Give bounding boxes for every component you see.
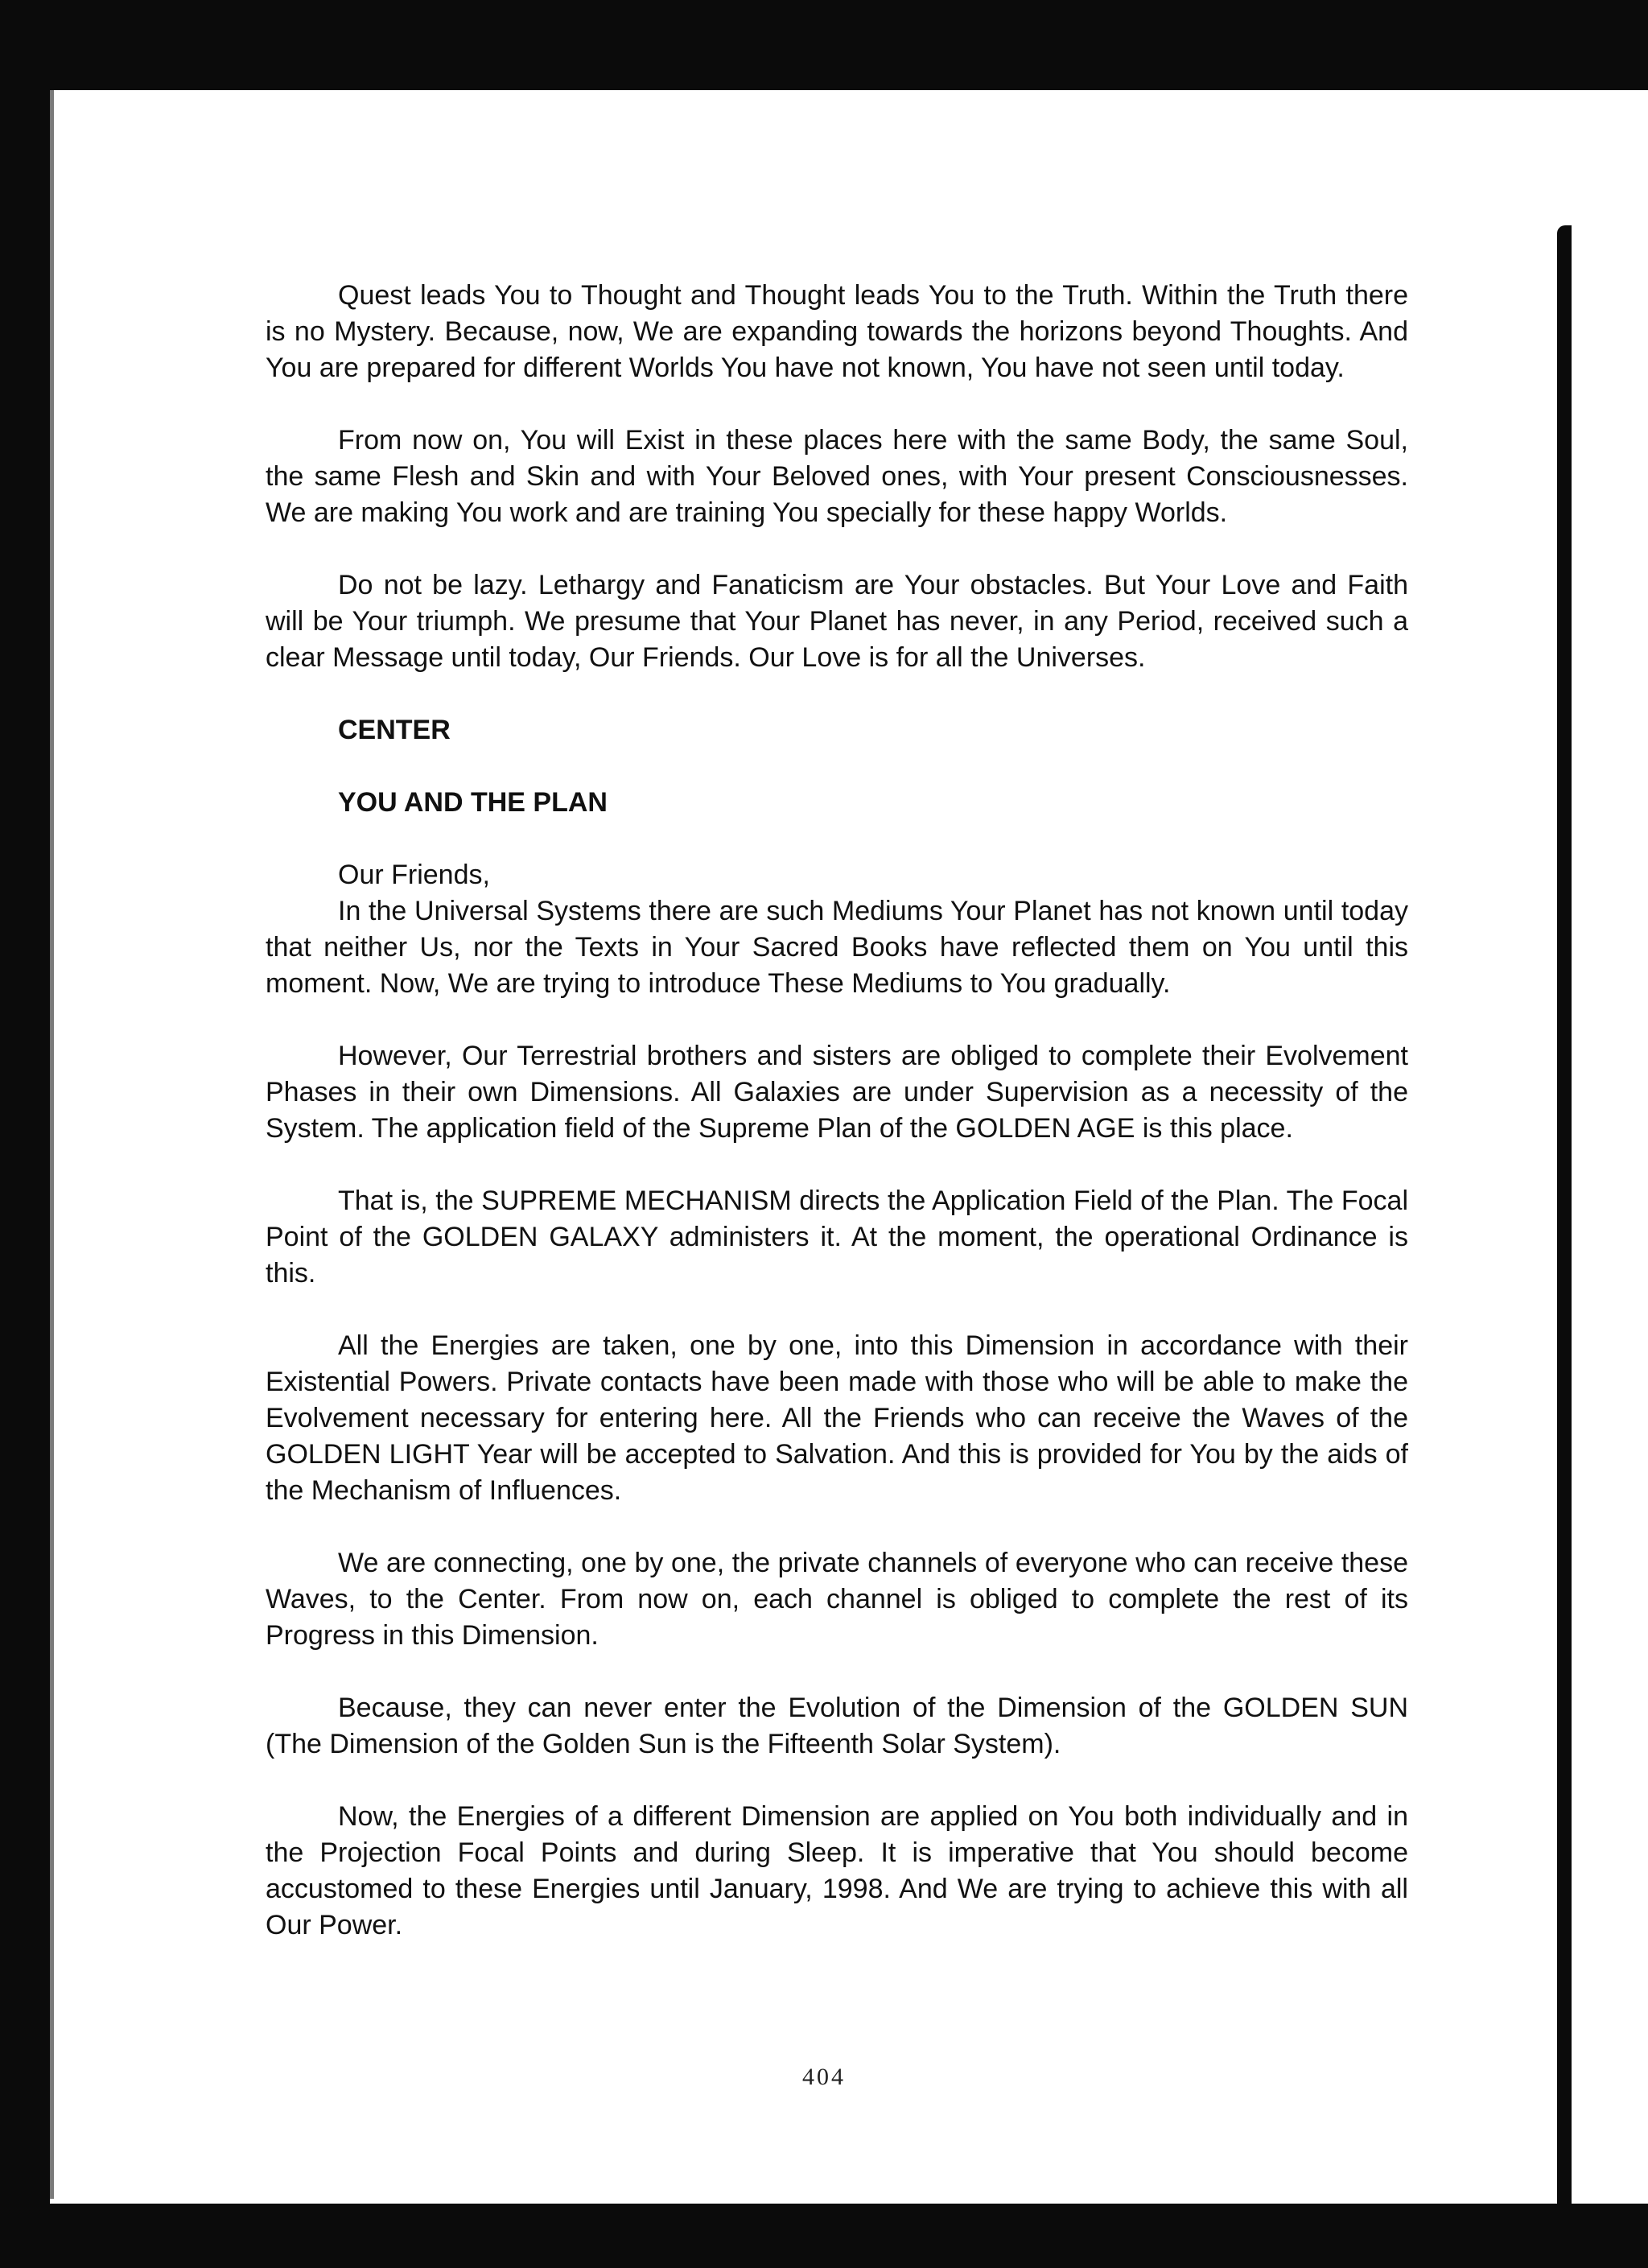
signature-center: CENTER <box>338 715 451 745</box>
paragraph-channels: We are connecting, one by one, the private channels of everyone who can receive these Waves, to the Center. From now on, each channel is obliged to complete the rest of its Progress in this Dimension. <box>266 1548 1408 1651</box>
paragraph-mediums: In the Universal Systems there are such Mediums Your Planet has not known until today that neither Us, nor the Texts in Your Sacred Books have reflected them on You until this moment. Now, We are trying to introduce These Mediums to You gradually. <box>266 896 1408 999</box>
scan-page-edge-left <box>50 90 54 2199</box>
paragraph-exist: From now on, You will Exist in these places here with the same Body, the same Soul, the same Flesh and Skin and with Your Beloved ones, with Your present Consciousnesses. We are making You work and are training You specially for these happy Worlds. <box>266 425 1408 528</box>
paragraph-dimension: Now, the Energies of a different Dimension are applied on You both individually and in the Projection Focal Points and during Sleep. It is imperative that You should become accustomed to these Energies until January, 1998. And We are trying to achieve this with all Our Power. <box>266 1801 1408 1940</box>
paragraph-golden-sun: Because, they can never enter the Evolution of the Dimension of the GOLDEN SUN (The Dimension of the Golden Sun is the Fifteenth Solar System). <box>266 1693 1408 1759</box>
scan-border-bottom <box>0 2204 1648 2268</box>
scan-border-top <box>0 0 1648 90</box>
paragraph-energies: All the Energies are taken, one by one, into this Dimension in accordance with their Existential Powers. Private contacts have been made with those who will be able to make the Evolvement necessary for entering here. All the Friends who can receive the Waves of the GOLDEN LIGHT Year will be accepted to Salvation. And this is provided for You by the aids of the Mechanism of Influences. <box>266 1330 1408 1506</box>
paragraph-terrestrial: However, Our Terrestrial brothers and sisters are obliged to complete their Evolvement Phases in their own Dimensions. All Galaxies are under Supervision as a necessity of the System. The application field of the Supreme Plan of the GOLDEN AGE is this place. <box>266 1041 1408 1144</box>
paragraph-quest: Quest leads You to Thought and Thought leads You to the Truth. Within the Truth there is no Mystery. Because, now, We are expanding towards the horizons beyond Thoughts. And You are prepared for different Worlds You have not known, You have not seen until today. <box>266 280 1408 383</box>
paragraph-lazy: Do not be lazy. Lethargy and Fanaticism are Your obstacles. But Your Love and Faith will be Your triumph. We presume that Your Planet has never, in any Period, received such a clear Message until today, Our Friends. Our Love is for all the Universes. <box>266 570 1408 673</box>
page-number: 404 <box>802 2064 846 2090</box>
scan-border-right <box>1557 225 1572 2205</box>
scan-margin-right <box>1569 90 1648 2268</box>
section-heading: YOU AND THE PLAN <box>338 787 608 818</box>
page-body <box>266 278 1408 1944</box>
salutation: Our Friends, <box>338 860 490 890</box>
paragraph-mechanism: That is, the SUPREME MECHANISM directs the Application Field of the Plan. The Focal Point of the GOLDEN GALAXY administers it. At the moment, the operational Ordinance is this. <box>266 1186 1408 1289</box>
scan-border-left <box>0 0 50 2268</box>
